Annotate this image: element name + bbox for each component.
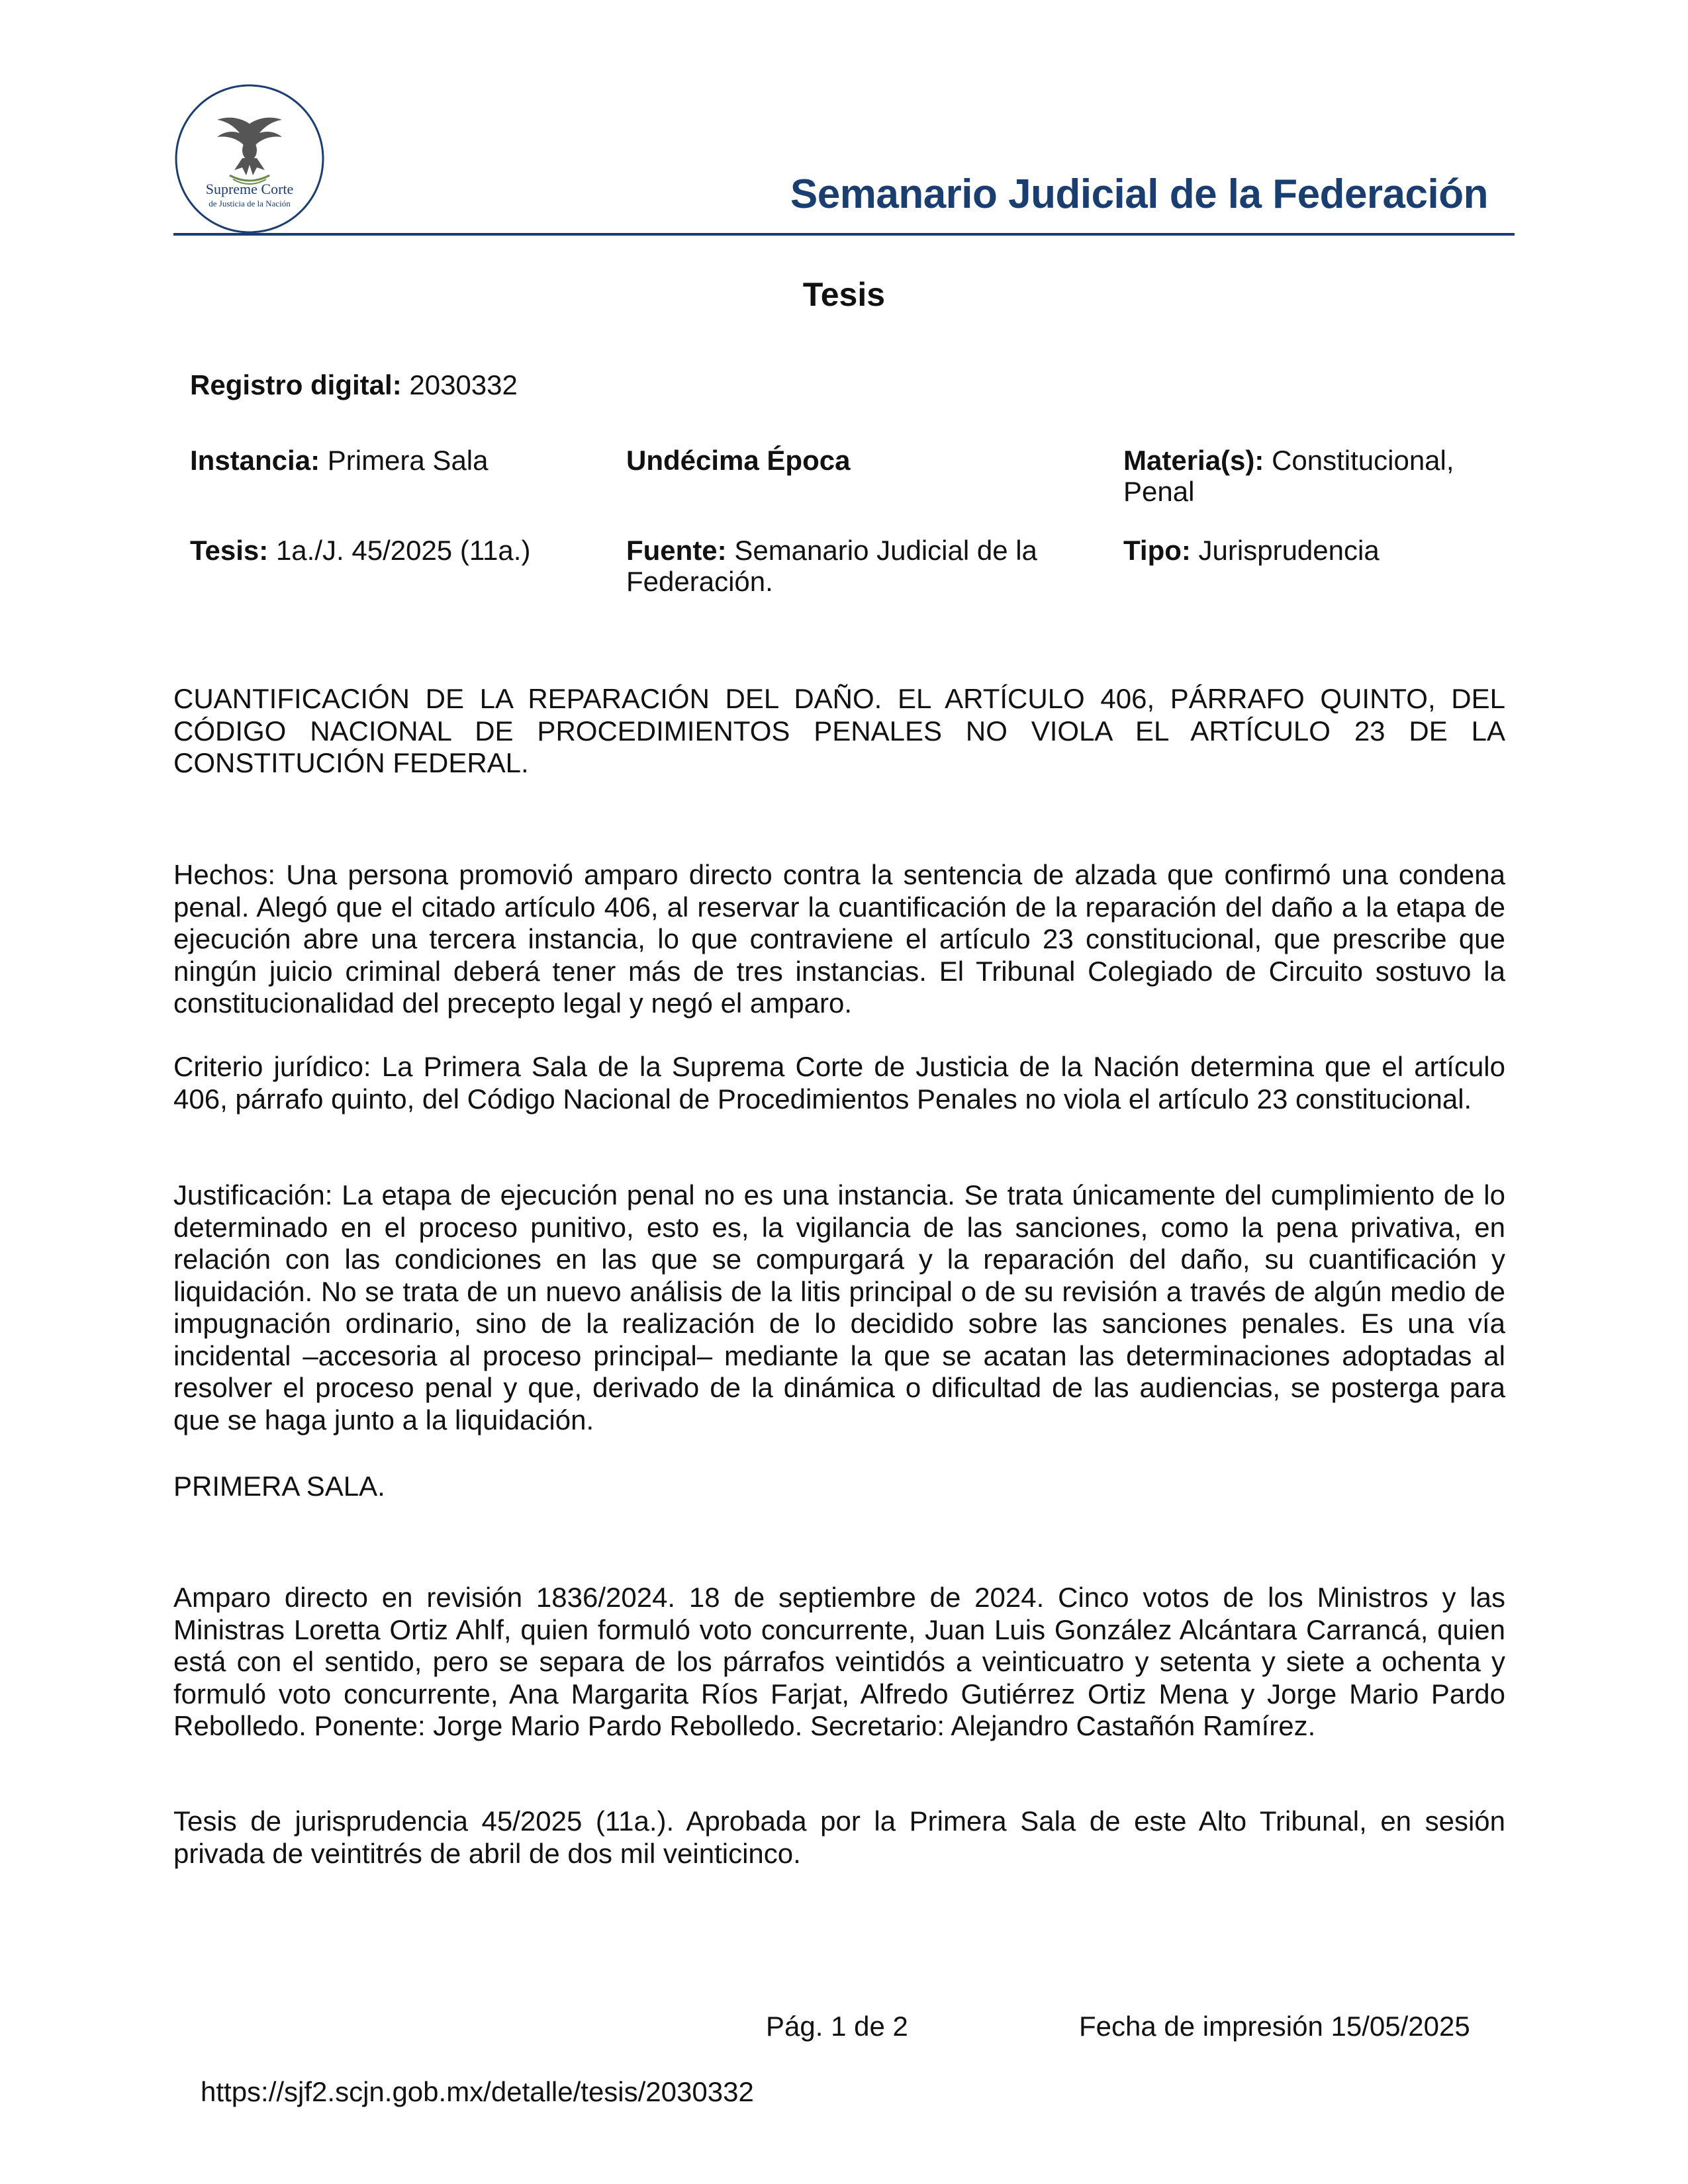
fuente-value-line2: Federación. — [626, 566, 773, 597]
tipo-value: Jurisprudencia — [1198, 535, 1380, 566]
tesis-label: Tesis: — [190, 535, 269, 566]
materias-label: Materia(s): — [1123, 445, 1264, 476]
criterio-paragraph: Criterio jurídico: La Primera Sala de la Suprema Corte de Justicia de la Nación determina que el artículo 406, párrafo quinto, del Código Nacional de Procedimientos Penales no viola el artículo 23 constitucional. — [173, 1051, 1505, 1115]
tipo-label: Tipo: — [1123, 535, 1191, 566]
sala-paragraph: PRIMERA SALA. — [173, 1471, 385, 1502]
scjn-logo — [173, 83, 326, 235]
source-url[interactable]: https://sjf2.scjn.gob.mx/detalle/tesis/2030332 — [201, 2076, 754, 2107]
registro-value: 2030332 — [409, 369, 518, 400]
fuente-field — [626, 535, 1037, 597]
materias-field — [1123, 445, 1454, 507]
tesis-rubro: CUANTIFICACIÓN DE LA REPARACIÓN DEL DAÑO. EL ARTÍCULO 406, PÁRRAFO QUINTO, DEL CÓDIGO NACIONAL DE PROCEDIMIENTOS PENALES NO VIOLA EL ARTÍCULO 23 DE LA CONSTITUCIÓN FEDERAL. — [173, 683, 1505, 778]
epoca-label: Undécima Época — [626, 445, 851, 476]
instancia-label: Instancia: — [190, 445, 320, 476]
registro-field — [190, 369, 518, 400]
registro-label: Registro digital: — [190, 369, 402, 400]
precedente-paragraph: Amparo directo en revisión 1836/2024. 18 de septiembre de 2024. Cinco votos de los Ministros y las Ministras Loretta Ortiz Ahlf, quien formuló voto concurrente, Juan Luis González Alcántara Carrancá, quien está con el sentido, pero se separa de los párrafos veintidós a veinticuatro y setenta y siete a ochenta y formuló voto concurrente, Ana Margarita Ríos Farjat, Alfredo Gutiérrez Ortiz Mena y Jorge Mario Pardo Rebolledo. Ponente: Jorge Mario Pardo Rebolledo. Secretario: Alejandro Castañón Ramírez. — [173, 1582, 1505, 1741]
tesis-value: 1a./J. 45/2025 (11a.) — [275, 535, 531, 566]
hechos-paragraph: Hechos: Una persona promovió amparo directo contra la sentencia de alzada que confirmó una condena penal. Alegó que el citado artículo 406, al reservar la cuantificación de la reparación del daño a la etapa de ejecución abre una tercera instancia, lo que contraviene el artículo 23 constitucional, que prescribe que ningún juicio criminal deberá tener más de tres instancias. El Tribunal Colegiado de Circuito sostuvo la constitucionalidad del precepto legal y negó el amparo. — [173, 859, 1505, 1019]
instancia-value: Primera Sala — [327, 445, 489, 476]
tesis-field — [190, 535, 530, 566]
materias-value-line2: Penal — [1123, 476, 1195, 507]
publication-title: Semanario Judicial de la Federación — [790, 171, 1488, 217]
logo-text-line2: de Justicia de la Nación — [209, 199, 291, 208]
epoca-field — [626, 445, 850, 476]
logo-text — [173, 181, 326, 209]
fuente-value-line1: Semanario Judicial de la — [734, 535, 1037, 566]
aprobacion-paragraph: Tesis de jurisprudencia 45/2025 (11a.). Aprobada por la Primera Sala de este Alto Tribunal, en sesión privada de veintitrés de abril de dos mil veinticinco. — [173, 1805, 1505, 1869]
print-date: Fecha de impresión 15/05/2025 — [1079, 2011, 1470, 2042]
tipo-field — [1123, 535, 1380, 566]
materias-value-line1: Constitucional, — [1272, 445, 1454, 476]
justificacion-paragraph: Justificación: La etapa de ejecución penal no es una instancia. Se trata únicamente del cumplimiento de lo determinado en el proceso punitivo, esto es, la vigilancia de las sanciones, como la pena privativa, en relación con las condiciones en las que se compurgará y la reparación del daño, su cuantificación y liquidación. No se trata de un nuevo análisis de la litis principal o de su revisión a través de algún medio de impugnación ordinario, sino de la realización de lo decidido sobre las sanciones penales. Es una vía incidental –accesoria al proceso principal– mediante la que se acatan las determinaciones adoptadas al resolver el proceso penal y que, derivado de la dinámica o dificultad de las audiencias, se posterga para que se haga junto a la liquidación. — [173, 1179, 1505, 1435]
logo-text-line1: Supreme Corte — [205, 181, 294, 197]
page-number: Pág. 1 de 2 — [766, 2011, 908, 2042]
header-divider — [173, 233, 1515, 236]
fuente-label: Fuente: — [626, 535, 727, 566]
instancia-field — [190, 445, 489, 476]
eagle-seal-icon — [173, 83, 326, 235]
document-title: Tesis — [802, 276, 886, 313]
